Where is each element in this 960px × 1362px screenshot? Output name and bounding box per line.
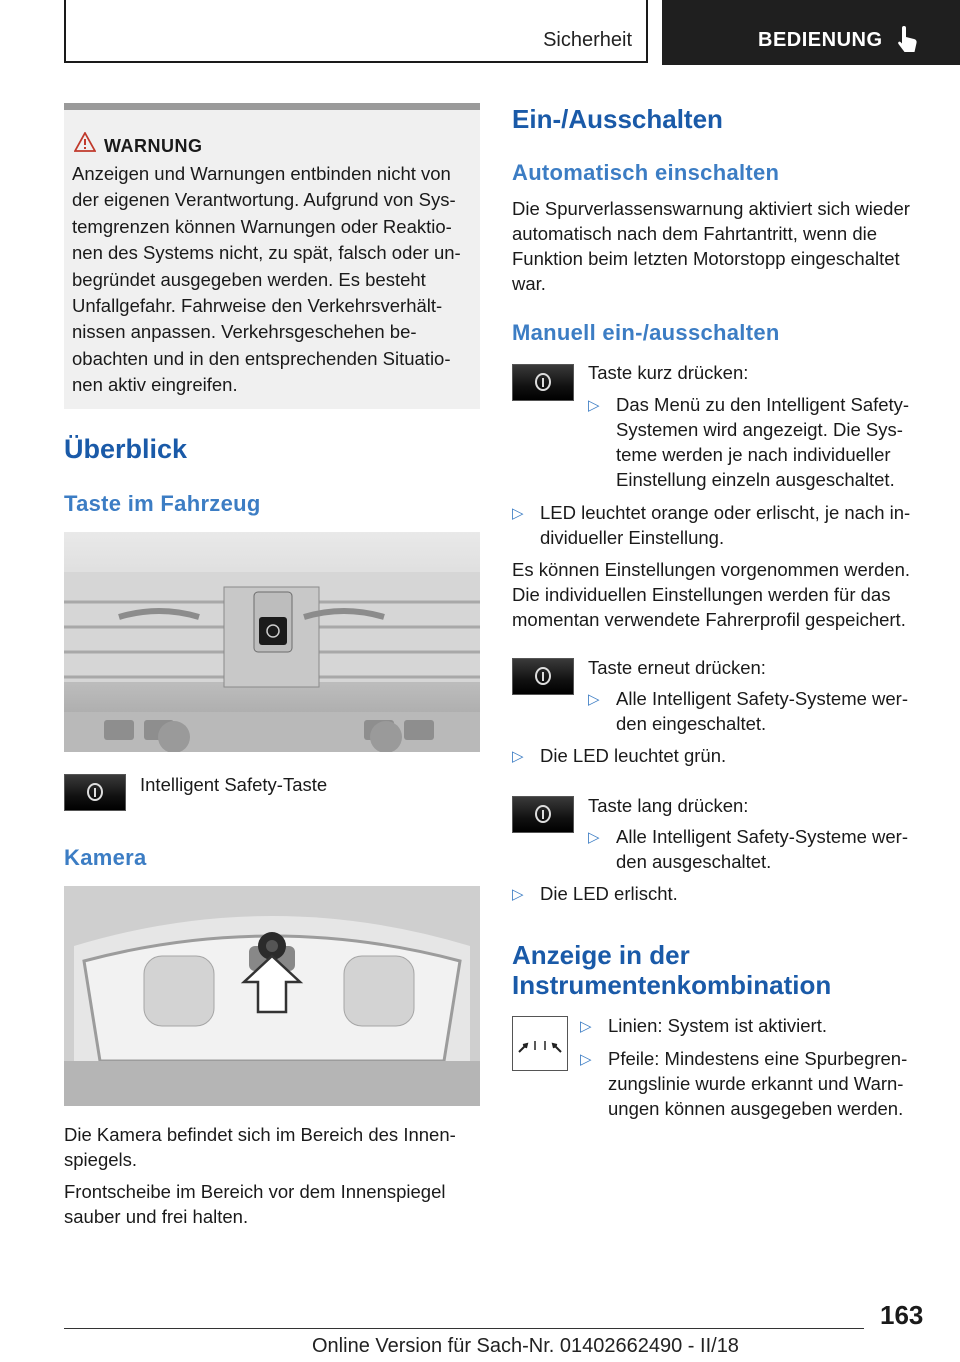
page-number: 163 [880,1300,924,1330]
auto-paragraph [512,196,928,296]
list-item [512,500,928,550]
list-item [588,824,928,874]
hand-pointer-icon [896,26,918,54]
text-line: LED leuchtet orange oder erlischt, je nach in- [540,502,911,523]
onoff-heading: Ein-/Ausschalten [512,104,723,134]
text-line: teme werden je nach individueller [616,444,891,465]
warning-bar [64,103,480,110]
text-line: Die Kamera befindet sich im Bereich des Innen- [64,1124,456,1145]
warning-text [72,161,476,399]
warning-line: obachten und in den entsprechenden Situatio- [72,347,451,369]
footer-text: Online Version für Sach-Nr. 01402662490 - II/18 [312,1335,739,1357]
text-line: Systemen wird angezeigt. Die Sys- [616,419,903,440]
text-line: spiegels. [64,1149,138,1170]
text-line: Es können Einstellungen vorgenommen werden. [512,559,910,580]
camera-photo [64,886,480,1106]
list-item [588,392,928,492]
press-long-label: Taste lang drücken: [588,795,749,816]
text-line: Die LED leuchtet grün. [540,745,727,766]
text-line: Die Spurverlassenswarnung aktiviert sich wieder [512,198,910,219]
text-line: dividueller Einstellung. [540,527,725,548]
list-item [580,1046,930,1121]
warning-title: WARNUNG [104,136,203,156]
safety-button-icon [512,658,574,695]
warning-line: der eigenen Verantwortung. Aufgrund von Sys- [72,189,456,211]
camera-heading: Kamera [64,845,147,870]
warning-triangle-icon [74,132,96,152]
press-short-label: Taste kurz drücken: [588,362,749,383]
triangle-bullet-icon: ▷ [512,886,524,903]
text-line: Die LED erlischt. [540,883,678,904]
text-line: Die individuellen Einstellungen werden für das [512,584,891,605]
list-item [512,881,928,906]
dashboard-photo [64,532,480,752]
chapter-tab[interactable] [662,0,960,65]
text-line: Linien: System ist aktiviert. [608,1015,827,1036]
triangle-bullet-icon: ▷ [588,691,600,708]
text-line: den ausgeschaltet. [616,851,772,872]
text-line: Funktion beim letzten Motorstopp eingeschaltet [512,248,900,269]
lane-lines-icon [512,1016,568,1071]
list-item [588,686,928,736]
warning-line: nen des Systems nicht, zu spät, falsch oder un- [72,242,461,264]
chapter-title: BEDIENUNG [758,29,883,51]
triangle-bullet-icon: ▷ [580,1018,592,1035]
triangle-bullet-icon: ▷ [512,748,524,765]
warning-line: temgrenzen können Warnungen oder Reaktio- [72,215,452,237]
auto-heading: Automatisch einschalten [512,160,780,185]
camera-paragraph-1 [64,1122,480,1172]
header-section-box [64,0,648,63]
text-line: den eingeschaltet. [616,713,767,734]
text-line: Einstellung einzeln ausgeschaltet. [616,469,895,490]
triangle-bullet-icon: ▷ [588,829,600,846]
overview-heading: Überblick [64,434,188,464]
text-line: war. [512,273,546,294]
text-line: Pfeile: Mindestens eine Spurbegren- [608,1048,908,1069]
warning-line: nen aktiv eingreifen. [72,374,238,396]
heading-line: Anzeige in der [512,940,690,970]
triangle-bullet-icon: ▷ [588,397,600,414]
footer-divider [64,1328,864,1329]
text-line: zungslinie wurde erkannt und Warn- [608,1073,904,1094]
button-caption: Intelligent Safety-Taste [140,774,328,795]
text-line: automatisch nach dem Fahrtantritt, wenn die [512,223,878,244]
text-line: ungen können ausgegeben werden. [608,1098,904,1119]
text-line: Frontscheibe im Bereich vor dem Innenspiegel [64,1181,446,1202]
triangle-bullet-icon: ▷ [512,505,524,522]
heading-line: Instrumentenkombination [512,970,832,1000]
safety-button-icon [512,364,574,401]
triangle-bullet-icon: ▷ [580,1051,592,1068]
warning-box [64,103,480,409]
warning-line: begründet ausgegeben werden. Es besteht [72,268,426,290]
manual-heading: Manuell ein-/ausschalten [512,320,780,345]
list-item [580,1013,930,1038]
text-line: sauber und frei halten. [64,1206,249,1227]
warning-line: nissen anpassen. Verkehrsgeschehen be- [72,321,417,343]
safety-button-icon [512,796,574,833]
warning-line: Anzeigen und Warnungen entbinden nicht von [72,163,451,184]
section-title: Sicherheit [543,29,632,51]
warning-line: Unfallgefahr. Fahrweise den Verkehrsverhält- [72,295,443,317]
display-heading [512,940,831,1000]
text-line: Alle Intelligent Safety-Systeme wer- [616,826,909,847]
button-heading: Taste im Fahrzeug [64,491,261,516]
settings-paragraph [512,557,932,632]
text-line: momentan verwendete Fahrerprofil gespeichert. [512,609,906,630]
text-line: Das Menü zu den Intelligent Safety- [616,394,910,415]
list-item [512,743,928,768]
camera-paragraph-2 [64,1179,480,1229]
press-again-label: Taste erneut drücken: [588,657,766,678]
text-line: Alle Intelligent Safety-Systeme wer- [616,688,909,709]
safety-button-icon [64,774,126,811]
